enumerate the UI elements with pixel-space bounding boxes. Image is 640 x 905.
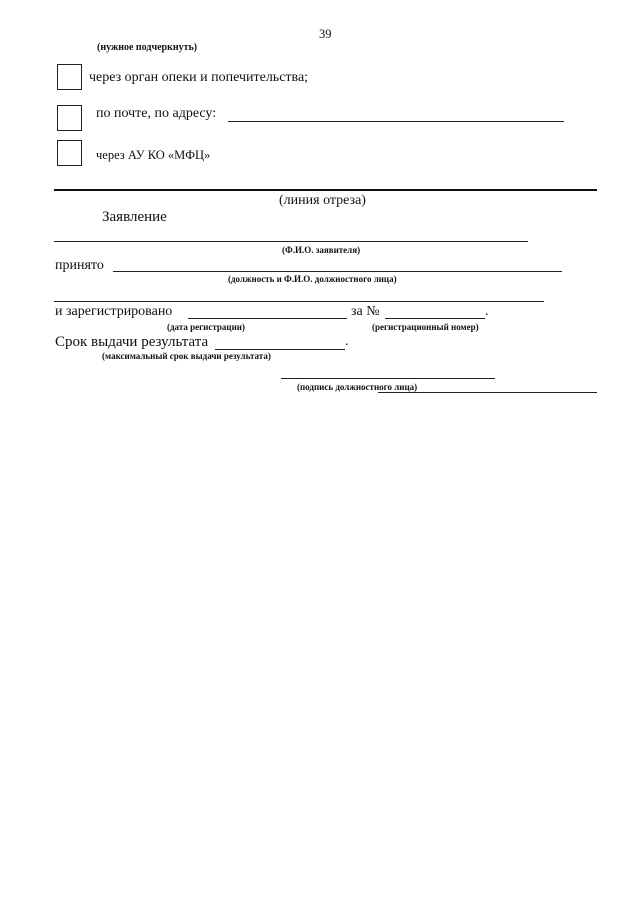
underline-hint: (нужное подчеркнуть)	[97, 42, 198, 53]
cut-line-label: (линия отреза)	[279, 193, 366, 208]
signature-field-line[interactable]	[281, 378, 495, 379]
issue-label: Срок выдачи результата	[55, 334, 209, 350]
applicant-field-line[interactable]	[54, 241, 528, 242]
date-field-line[interactable]	[188, 318, 347, 319]
issue-caption: (максимальный срок выдачи результата)	[102, 351, 271, 361]
checkbox-mfc[interactable]	[57, 140, 82, 166]
applicant-caption: (Ф.И.О. заявителя)	[282, 245, 361, 255]
regnum-caption: (регистрационный номер)	[372, 322, 479, 332]
issue-field-line[interactable]	[215, 349, 345, 350]
official-field-line[interactable]	[113, 271, 562, 272]
registered-label: и зарегистрировано	[55, 304, 173, 319]
official-field-line-2[interactable]	[54, 301, 544, 302]
received-label: принято	[55, 258, 104, 273]
address-field-line[interactable]	[228, 121, 564, 122]
official-caption: (должность и Ф.И.О. должностного лица)	[228, 274, 397, 284]
signature-caption: (подпись должностного лица)	[297, 382, 418, 392]
issue-dot: .	[345, 334, 349, 349]
za-no-label: за №	[351, 304, 380, 319]
cut-line	[54, 189, 597, 191]
checkbox-guardianship[interactable]	[57, 64, 82, 90]
signature-underline	[378, 392, 597, 393]
option-mail-label: по почте, по адресу:	[96, 106, 217, 121]
checkbox-mail[interactable]	[57, 105, 82, 131]
regnum-field-line[interactable]	[385, 318, 485, 319]
date-caption: (дата регистрации)	[167, 322, 245, 332]
regnum-dot: .	[485, 304, 489, 319]
page-number: 39	[319, 27, 332, 41]
option-guardianship-label: через орган опеки и попечительства;	[89, 70, 309, 85]
statement-title: Заявление	[102, 209, 167, 225]
option-mfc-label: через АУ КО «МФЦ»	[96, 148, 211, 162]
